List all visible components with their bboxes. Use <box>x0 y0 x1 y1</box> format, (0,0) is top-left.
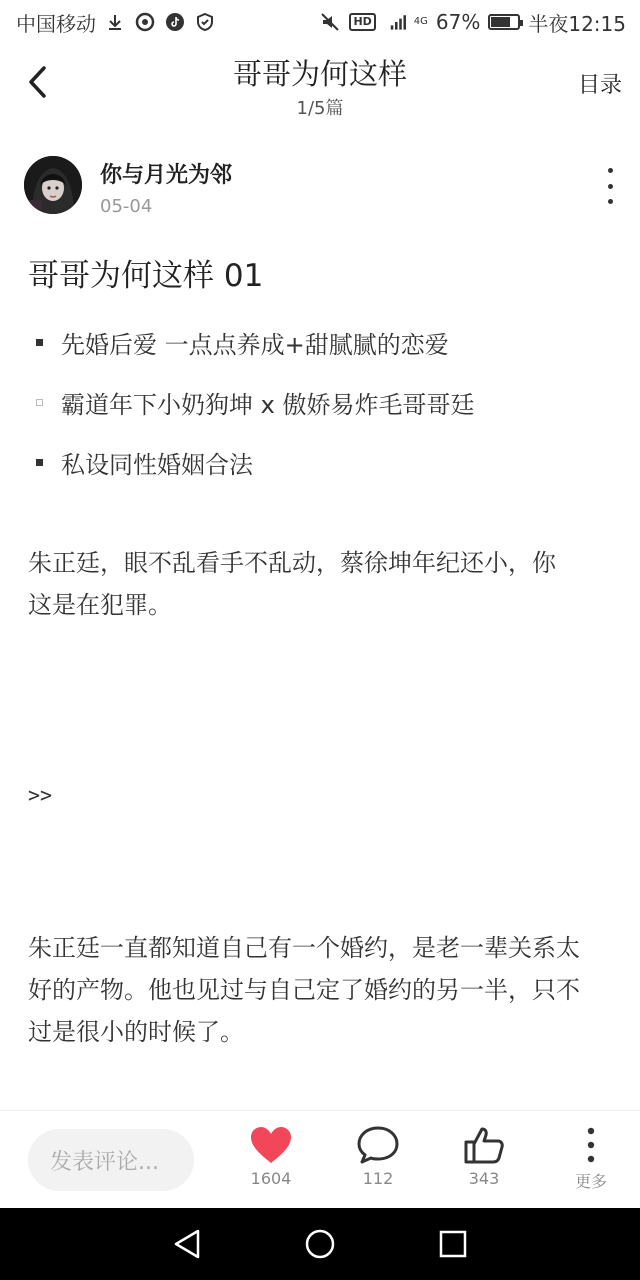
more-vertical-icon <box>569 1125 613 1165</box>
carrier-label: 中国移动 <box>16 11 96 36</box>
tag-list <box>36 316 474 492</box>
page-title: 哥哥为何这样 <box>232 57 407 91</box>
comment-bubble-icon <box>356 1125 400 1165</box>
article-title: 哥哥为何这样 01 <box>28 258 264 294</box>
header <box>0 44 640 124</box>
hd-icon: HD <box>349 13 375 31</box>
post-menu-icon[interactable] <box>600 168 620 204</box>
signal-icon <box>384 11 406 33</box>
avatar[interactable] <box>24 156 82 214</box>
like-button[interactable] <box>235 1125 307 1188</box>
chapter-progress: 1/5篇 <box>296 98 344 119</box>
comment-count: 112 <box>362 1169 394 1188</box>
author-name[interactable]: 你与月光为邻 <box>100 163 233 188</box>
bullet-icon <box>36 399 43 406</box>
bullet-icon <box>36 459 43 466</box>
post-date: 05-04 <box>100 196 153 217</box>
tiktok-icon <box>164 11 186 33</box>
network-type: 4G <box>413 16 428 27</box>
paragraph: 朱正廷，眼不乱看手不乱动，蔡徐坤年纪还小，你这是在犯罪。 <box>28 549 556 619</box>
section-separator: >> <box>28 783 53 807</box>
system-nav-bar <box>0 1208 640 1280</box>
toc-button[interactable]: 目录 <box>577 73 622 98</box>
nav-recents-button[interactable] <box>435 1226 471 1262</box>
action-bar <box>0 1110 640 1208</box>
more-button[interactable] <box>555 1125 627 1192</box>
status-left <box>16 8 216 37</box>
nav-home-button[interactable] <box>302 1226 338 1262</box>
comment-button[interactable] <box>342 1125 414 1188</box>
more-label: 更多 <box>574 1172 607 1191</box>
circle-home-icon <box>304 1228 336 1260</box>
browser-app-icon <box>134 11 156 33</box>
battery-fill <box>491 17 510 27</box>
paragraph: 朱正廷一直都知道自己有一个婚约，是老一辈关系太好的产物。他也见过与自己定了婚约的另一半，只不过是很小的时候了。 <box>28 934 580 1046</box>
recommend-button[interactable] <box>448 1125 520 1188</box>
bullet-icon <box>36 339 43 346</box>
battery-icon <box>488 14 520 30</box>
download-icon <box>104 11 126 33</box>
square-recents-icon <box>438 1229 468 1259</box>
triangle-back-icon <box>172 1228 202 1260</box>
list-item: 霸道年下小奶狗坤 x 傲娇易炸毛哥哥廷 <box>36 372 474 432</box>
heart-icon <box>249 1125 293 1165</box>
thumb-count: 343 <box>468 1169 500 1188</box>
nav-back-button[interactable] <box>169 1226 205 1262</box>
list-item: 私设同性婚姻合法 <box>36 432 474 492</box>
list-item: 先婚后爱 一点点养成+甜腻腻的恋爱 <box>36 312 474 372</box>
clock: 半夜12:15 <box>528 11 626 36</box>
thumbs-up-icon <box>462 1125 506 1165</box>
like-count: 1604 <box>250 1169 292 1188</box>
author-row <box>24 156 620 218</box>
status-bar <box>0 0 640 44</box>
shield-app-icon <box>194 11 216 33</box>
status-right <box>319 8 626 37</box>
comment-input[interactable]: 发表评论... <box>28 1129 194 1191</box>
mute-icon <box>319 11 341 33</box>
battery-percent: 67% <box>435 10 481 34</box>
